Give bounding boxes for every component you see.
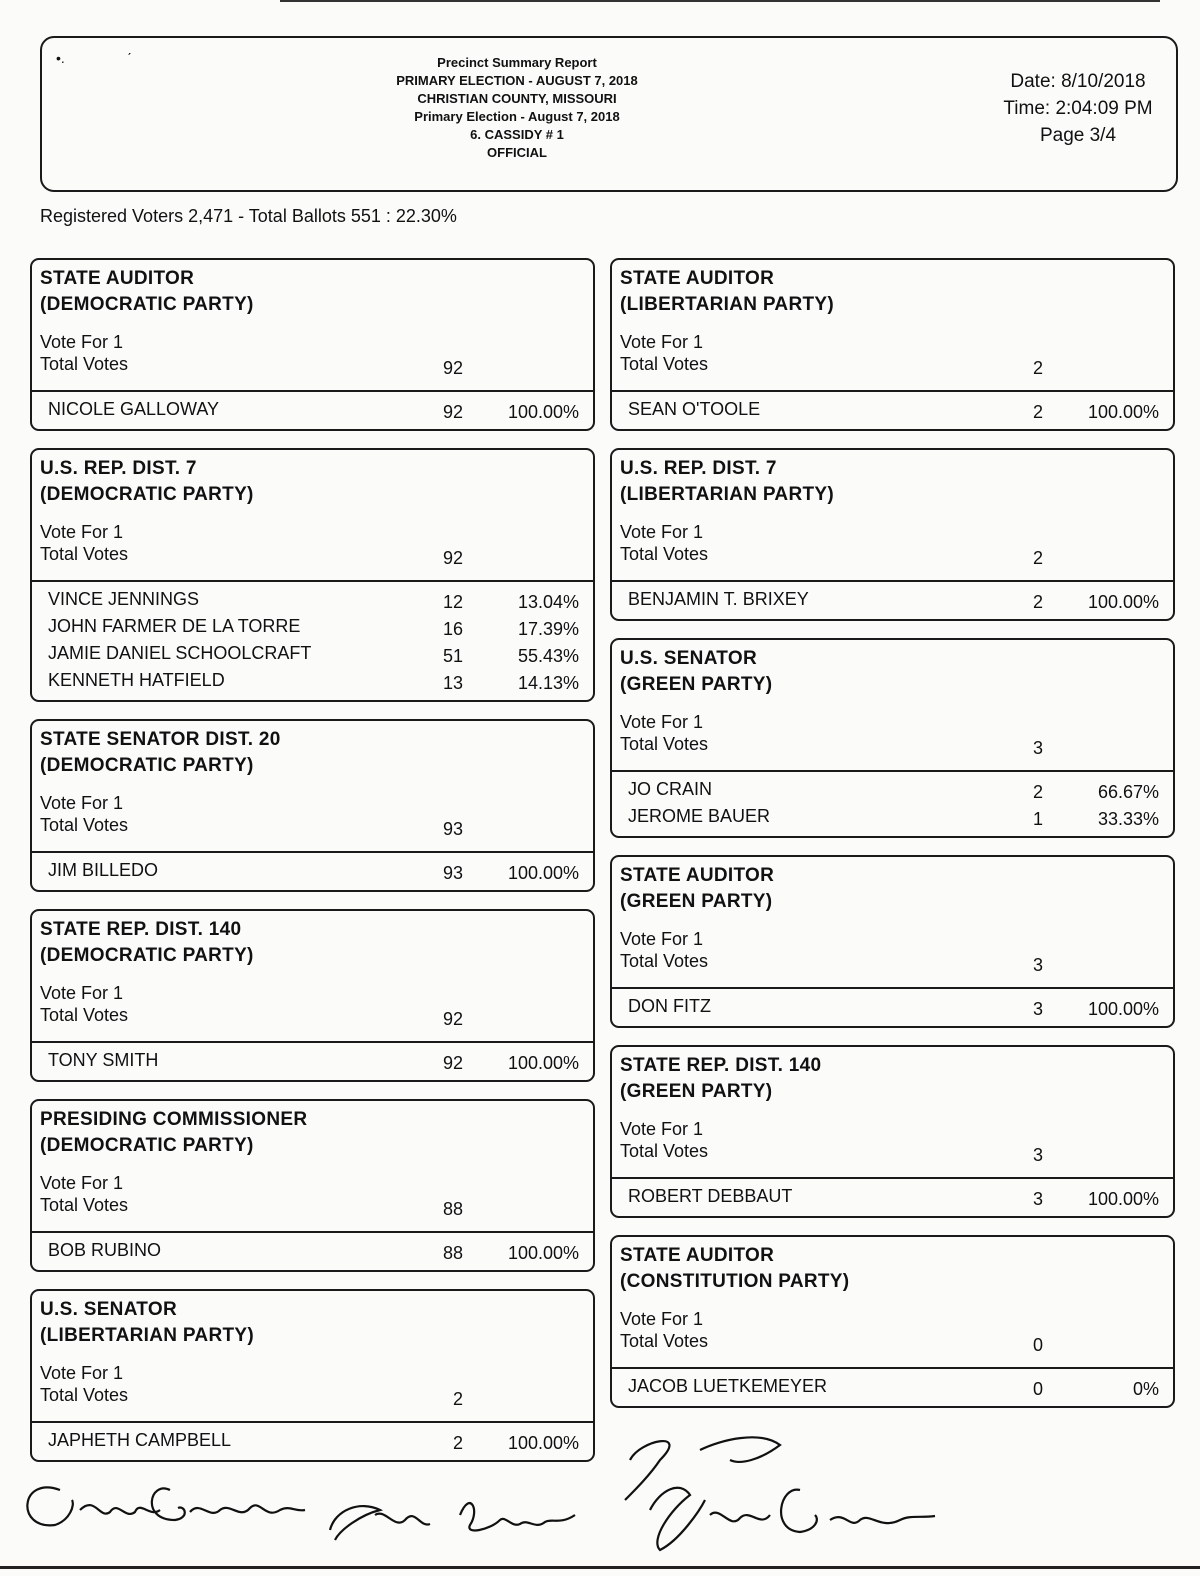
- race-box: [610, 1045, 1175, 1218]
- candidate-name: SEAN O'TOOLE: [628, 399, 761, 419]
- candidate-percent: 100.00%: [507, 1433, 579, 1453]
- candidate-name: BOB RUBINO: [48, 1240, 162, 1260]
- total-votes-label: Total Votes: [620, 544, 709, 564]
- race-box: [610, 258, 1175, 431]
- race-office: STATE AUDITOR: [620, 865, 775, 886]
- candidate-name: VINCE JENNINGS: [48, 589, 200, 609]
- race-title: [612, 1237, 1173, 1295]
- candidate-votes: 12: [442, 592, 463, 612]
- race-box: [30, 719, 595, 892]
- candidate-name: ROBERT DEBBAUT: [628, 1186, 793, 1206]
- candidate-name: JOHN FARMER DE LA TORRE: [48, 616, 301, 636]
- race-title: [32, 450, 593, 508]
- candidate-name: JAPHETH CAMPBELL: [48, 1430, 232, 1450]
- candidate-percent: 100.00%: [507, 1243, 579, 1263]
- total-votes-row: [612, 734, 1173, 764]
- candidate-name: JAMIE DANIEL SCHOOLCRAFT: [48, 643, 312, 663]
- election-name: PRIMARY ELECTION - AUGUST 7, 2018: [396, 73, 638, 88]
- race-party: (DEMOCRATIC PARTY): [40, 945, 254, 966]
- candidate-name: JACOB LUETKEMEYER: [628, 1376, 828, 1396]
- race-party: (GREEN PARTY): [620, 891, 773, 912]
- race-box: [30, 258, 595, 431]
- race-title: [32, 721, 593, 779]
- total-votes-label: Total Votes: [40, 815, 129, 835]
- candidate-list: [32, 853, 593, 890]
- candidate-row: [32, 667, 593, 694]
- candidate-row: [32, 1047, 593, 1074]
- race-title: [32, 1101, 593, 1159]
- total-votes-row: [612, 544, 1173, 574]
- total-votes-row: [32, 354, 593, 384]
- candidate-row: [32, 396, 593, 423]
- vote-for-label: Vote For 1: [40, 1173, 124, 1193]
- total-votes-value: 92: [442, 1009, 463, 1029]
- vote-for-label: Vote For 1: [620, 522, 704, 542]
- race-party: (GREEN PARTY): [620, 674, 773, 695]
- total-votes-value: 2: [1032, 358, 1043, 378]
- header-meta: [988, 68, 1168, 149]
- race-office: STATE REP. DIST. 140: [620, 1055, 822, 1076]
- candidate-list: [612, 392, 1173, 429]
- candidate-name: BENJAMIN T. BRIXEY: [628, 589, 809, 609]
- total-votes-row: [612, 354, 1173, 384]
- candidate-row: [32, 640, 593, 667]
- bottom-edge-line: [0, 1566, 1200, 1569]
- candidate-votes: 2: [1032, 782, 1043, 802]
- race-box: [30, 1099, 595, 1272]
- candidate-row: [612, 803, 1173, 830]
- election-subtitle: Primary Election - August 7, 2018: [414, 109, 620, 124]
- race-office: U.S. REP. DIST. 7: [620, 458, 777, 479]
- race-title: [612, 640, 1173, 698]
- candidate-list: [32, 582, 593, 700]
- vote-for-label: Vote For 1: [40, 793, 124, 813]
- race-office: STATE AUDITOR: [620, 268, 775, 289]
- candidate-row: [32, 586, 593, 613]
- candidate-list: [32, 1233, 593, 1270]
- vote-for-label: Vote For 1: [40, 1363, 124, 1383]
- candidate-row: [612, 993, 1173, 1020]
- candidate-votes: 92: [442, 1053, 463, 1073]
- candidate-percent: 100.00%: [507, 863, 579, 883]
- candidate-percent: 100.00%: [1087, 592, 1159, 612]
- left-column: [30, 258, 595, 1479]
- total-votes-label: Total Votes: [620, 951, 709, 971]
- scan-specks: •. ˊ: [56, 50, 132, 66]
- race-box: [610, 1235, 1175, 1408]
- candidate-list: [612, 582, 1173, 619]
- total-votes-value: 92: [442, 358, 463, 378]
- candidate-votes: 2: [1032, 402, 1043, 422]
- candidate-name: KENNETH HATFIELD: [48, 670, 225, 690]
- candidate-list: [612, 989, 1173, 1026]
- candidate-votes: 92: [442, 402, 463, 422]
- report-header: [40, 36, 1178, 192]
- race-box: [610, 855, 1175, 1028]
- candidate-percent: 100.00%: [507, 1053, 579, 1073]
- race-party: (DEMOCRATIC PARTY): [40, 755, 254, 776]
- total-votes-value: 92: [442, 548, 463, 568]
- signature-1: [27, 1487, 305, 1525]
- race-office: STATE SENATOR DIST. 20: [40, 729, 281, 750]
- candidate-votes: 93: [442, 863, 463, 883]
- candidate-name: JEROME BAUER: [628, 806, 771, 826]
- report-title: Precinct Summary Report: [437, 55, 597, 70]
- vote-for-label: Vote For 1: [620, 1309, 704, 1329]
- total-votes-row: [612, 1331, 1173, 1361]
- candidate-percent: 66.67%: [1097, 782, 1159, 802]
- candidate-votes: 2: [452, 1433, 463, 1453]
- candidate-row: [612, 586, 1173, 613]
- candidate-row: [32, 613, 593, 640]
- total-votes-row: [32, 544, 593, 574]
- candidate-votes: 3: [1032, 999, 1043, 1019]
- race-box: [610, 448, 1175, 621]
- total-votes-label: Total Votes: [40, 544, 129, 564]
- candidate-percent: 100.00%: [1087, 999, 1159, 1019]
- candidate-votes: 0: [1032, 1379, 1043, 1399]
- candidate-percent: 0%: [1132, 1379, 1159, 1399]
- race-title: [32, 1291, 593, 1349]
- vote-for-label: Vote For 1: [620, 929, 704, 949]
- report-time: Time: 2:04:09 PM: [1003, 98, 1153, 119]
- candidate-percent: 17.39%: [517, 619, 579, 639]
- candidate-list: [612, 1369, 1173, 1406]
- official-status: OFFICIAL: [487, 145, 547, 160]
- candidate-name: JO CRAIN: [628, 779, 713, 799]
- race-title: [32, 260, 593, 318]
- race-party: (LIBERTARIAN PARTY): [40, 1325, 254, 1346]
- vote-for-label: Vote For 1: [620, 712, 704, 732]
- race-party: (CONSTITUTION PARTY): [620, 1271, 850, 1292]
- page-number: Page 3/4: [1039, 125, 1117, 146]
- candidate-percent: 33.33%: [1097, 809, 1159, 829]
- total-votes-row: [32, 1005, 593, 1035]
- vote-for-label: Vote For 1: [40, 983, 124, 1003]
- candidate-percent: 14.13%: [517, 673, 579, 693]
- total-votes-value: 2: [452, 1389, 463, 1409]
- race-office: U.S. SENATOR: [620, 648, 757, 669]
- candidate-votes: 16: [442, 619, 463, 639]
- total-votes-value: 93: [442, 819, 463, 839]
- total-votes-label: Total Votes: [40, 354, 129, 374]
- race-office: U.S. REP. DIST. 7: [40, 458, 197, 479]
- race-office: PRESIDING COMMISSIONER: [40, 1109, 308, 1130]
- signature-2: [330, 1503, 575, 1540]
- total-votes-label: Total Votes: [40, 1385, 129, 1405]
- race-office: U.S. SENATOR: [40, 1299, 177, 1320]
- total-votes-value: 3: [1032, 1145, 1043, 1165]
- candidate-votes: 3: [1032, 1189, 1043, 1209]
- race-party: (DEMOCRATIC PARTY): [40, 1135, 254, 1156]
- right-column: [610, 258, 1175, 1425]
- race-party: (LIBERTARIAN PARTY): [620, 294, 834, 315]
- vote-for-label: Vote For 1: [620, 1119, 704, 1139]
- total-votes-label: Total Votes: [620, 1141, 709, 1161]
- total-votes-value: 3: [1032, 955, 1043, 975]
- candidate-row: [612, 1183, 1173, 1210]
- race-party: (DEMOCRATIC PARTY): [40, 294, 254, 315]
- race-title: [612, 450, 1173, 508]
- header-titles: [352, 54, 682, 162]
- candidate-percent: 13.04%: [517, 592, 579, 612]
- race-party: (DEMOCRATIC PARTY): [40, 484, 254, 505]
- candidate-votes: 13: [442, 673, 463, 693]
- candidate-list: [32, 392, 593, 429]
- race-party: (GREEN PARTY): [620, 1081, 773, 1102]
- race-party: (LIBERTARIAN PARTY): [620, 484, 834, 505]
- candidate-row: [612, 776, 1173, 803]
- race-title: [612, 857, 1173, 915]
- race-office: STATE REP. DIST. 140: [40, 919, 242, 940]
- turnout-summary: Registered Voters 2,471 - Total Ballots 551 : 22.30%: [40, 206, 457, 226]
- candidate-row: [32, 857, 593, 884]
- total-votes-label: Total Votes: [620, 1331, 709, 1351]
- signature-3: [625, 1437, 935, 1550]
- race-title: [32, 911, 593, 969]
- total-votes-row: [612, 951, 1173, 981]
- candidate-row: [612, 1373, 1173, 1400]
- race-title: [612, 1047, 1173, 1105]
- candidate-row: [32, 1237, 593, 1264]
- vote-for-label: Vote For 1: [40, 522, 124, 542]
- total-votes-row: [32, 1195, 593, 1225]
- race-box: [30, 909, 595, 1082]
- total-votes-value: 3: [1032, 738, 1043, 758]
- total-votes-row: [32, 1385, 593, 1415]
- candidate-votes: 2: [1032, 592, 1043, 612]
- race-office: STATE AUDITOR: [40, 268, 195, 289]
- candidate-row: [612, 396, 1173, 423]
- county-name: CHRISTIAN COUNTY, MISSOURI: [417, 91, 617, 106]
- candidate-percent: 100.00%: [1087, 402, 1159, 422]
- signatures: [0, 1420, 1200, 1570]
- candidate-list: [32, 1043, 593, 1080]
- race-office: STATE AUDITOR: [620, 1245, 775, 1266]
- candidate-votes: 1: [1032, 809, 1043, 829]
- race-title: [612, 260, 1173, 318]
- candidate-list: [612, 1179, 1173, 1216]
- total-votes-row: [612, 1141, 1173, 1171]
- vote-for-label: Vote For 1: [40, 332, 124, 352]
- total-votes-value: 0: [1032, 1335, 1043, 1355]
- candidate-name: NICOLE GALLOWAY: [48, 399, 220, 419]
- report-date: Date: 8/10/2018: [1010, 71, 1146, 92]
- precinct-name: 6. CASSIDY # 1: [470, 127, 564, 142]
- candidate-name: JIM BILLEDO: [48, 860, 159, 880]
- candidate-list: [612, 772, 1173, 836]
- candidate-percent: 55.43%: [517, 646, 579, 666]
- candidate-percent: 100.00%: [507, 402, 579, 422]
- candidate-votes: 88: [442, 1243, 463, 1263]
- race-box: [610, 638, 1175, 838]
- total-votes-label: Total Votes: [620, 734, 709, 754]
- race-box: [30, 448, 595, 702]
- total-votes-label: Total Votes: [620, 354, 709, 374]
- total-votes-row: [32, 815, 593, 845]
- candidate-name: DON FITZ: [628, 996, 711, 1016]
- top-edge-line: [280, 0, 1160, 2]
- total-votes-label: Total Votes: [40, 1005, 129, 1025]
- candidate-votes: 51: [442, 646, 463, 666]
- total-votes-value: 88: [442, 1199, 463, 1219]
- candidate-name: TONY SMITH: [48, 1050, 159, 1070]
- vote-for-label: Vote For 1: [620, 332, 704, 352]
- candidate-percent: 100.00%: [1087, 1189, 1159, 1209]
- total-votes-value: 2: [1032, 548, 1043, 568]
- total-votes-label: Total Votes: [40, 1195, 129, 1215]
